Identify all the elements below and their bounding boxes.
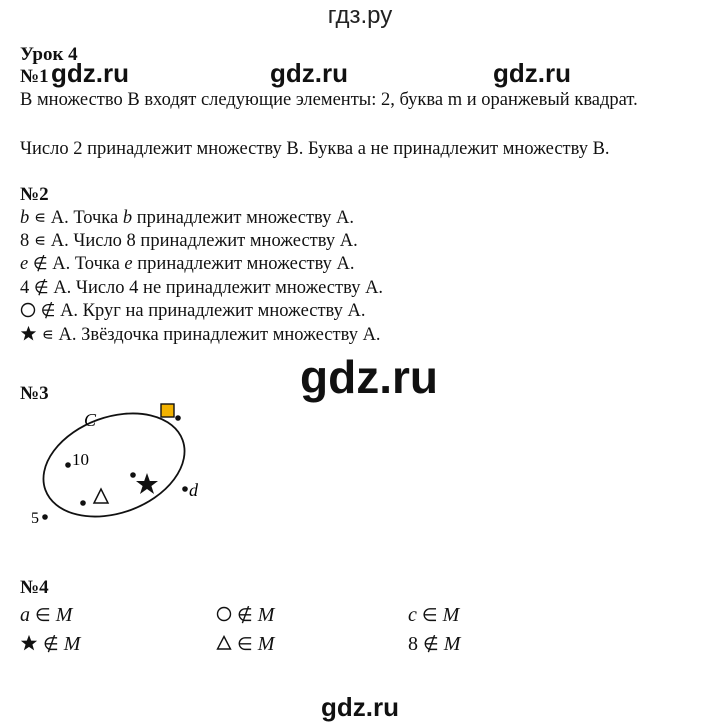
var: e	[20, 254, 29, 274]
task4-cell-5	[216, 633, 274, 656]
element-of-symbol: ∈	[421, 605, 438, 626]
set-name: M	[63, 633, 81, 655]
set-diagram	[20, 395, 240, 535]
circle-icon	[20, 302, 36, 318]
element-of-symbol: ∊	[33, 208, 47, 228]
site-header[interactable]: гдз.ру	[327, 2, 393, 29]
var: c	[408, 604, 417, 626]
watermark: gdz.ru	[493, 58, 571, 88]
set-name: M	[55, 604, 73, 626]
task4-cell-1	[20, 604, 72, 627]
line-text: принадлежит множеству А.	[137, 254, 355, 274]
line-text: А. Число 8 принадлежит множеству А.	[50, 231, 358, 251]
task2-line-6	[20, 324, 381, 347]
not-element-of-symbol: ∉	[32, 254, 48, 274]
line-text: А. Число 4 не принадлежит множеству А.	[53, 278, 384, 298]
not-element-of-symbol: ∉	[40, 301, 56, 321]
triangle-icon	[216, 635, 232, 651]
var: e	[124, 254, 133, 274]
set-name: M	[442, 604, 460, 626]
point	[130, 472, 136, 478]
line-text: А. Звёздочка принадлежит множеству А.	[58, 325, 381, 345]
line-text: А. Точка	[52, 254, 120, 274]
point-label-10: 10	[72, 450, 89, 469]
orange-square-icon	[161, 404, 174, 417]
line-text: принадлежит множеству А.	[136, 208, 354, 228]
not-element-of-symbol: ∉	[423, 634, 439, 655]
circle-icon	[216, 606, 232, 622]
task2-line-4	[20, 277, 383, 300]
watermark: gdz.ru	[51, 58, 129, 88]
task4-cell-3	[408, 604, 459, 627]
var: 8	[408, 633, 418, 655]
point-label-5: 5	[31, 510, 39, 527]
task1-number: №1	[20, 66, 49, 87]
task4-number: №4	[20, 577, 49, 598]
task3-number: №3	[20, 383, 49, 404]
task1-text-1: В множество В входят следующие элементы: 2, буква m и оранжевый квадрат.	[20, 90, 638, 110]
not-element-of-symbol: ∉	[33, 278, 49, 298]
point	[80, 500, 86, 506]
var: b	[20, 208, 30, 228]
point-10	[65, 462, 71, 468]
var: 8	[20, 231, 30, 251]
point	[175, 415, 181, 421]
task2-number: №2	[20, 184, 49, 205]
set-name: M	[257, 604, 275, 626]
var: a	[20, 604, 30, 626]
watermark: gdz.ru	[270, 58, 348, 88]
var: b	[122, 208, 133, 228]
element-of-symbol: ∊	[41, 325, 54, 345]
watermark: gdz.ru	[300, 351, 438, 403]
element-of-symbol: ∈	[35, 605, 51, 626]
triangle-icon	[94, 489, 108, 503]
task4-cell-4	[20, 633, 80, 656]
element-of-symbol: ∈	[237, 634, 253, 655]
task4-cell-2	[216, 604, 274, 627]
task2-line-5	[20, 300, 366, 323]
set-label: C	[84, 410, 97, 430]
point-label-d: d	[189, 480, 198, 500]
task1-text-2: Число 2 принадлежит множеству В. Буква а не принадлежит множеству В.	[20, 139, 610, 159]
element-of-symbol: ∊	[33, 231, 47, 251]
task2-line-3	[20, 253, 355, 276]
set-name: M	[257, 633, 275, 655]
star-icon	[20, 634, 38, 652]
line-text: А. Точка	[50, 208, 119, 228]
not-element-of-symbol: ∉	[43, 634, 59, 655]
star-icon	[136, 473, 158, 494]
var: 4	[20, 278, 30, 298]
footer-watermark: gdz.ru	[321, 692, 399, 722]
set-name: M	[443, 633, 461, 655]
not-element-of-symbol: ∉	[237, 605, 253, 626]
task2-line-2	[20, 230, 358, 253]
point-5	[42, 514, 48, 520]
star-icon	[20, 325, 37, 342]
lesson-title: Урок 4	[20, 44, 78, 65]
point-d	[182, 486, 188, 492]
task2-line-1	[20, 207, 354, 230]
task4-cell-6	[408, 633, 460, 656]
line-text: А. Круг на принадлежит множеству А.	[60, 301, 366, 321]
